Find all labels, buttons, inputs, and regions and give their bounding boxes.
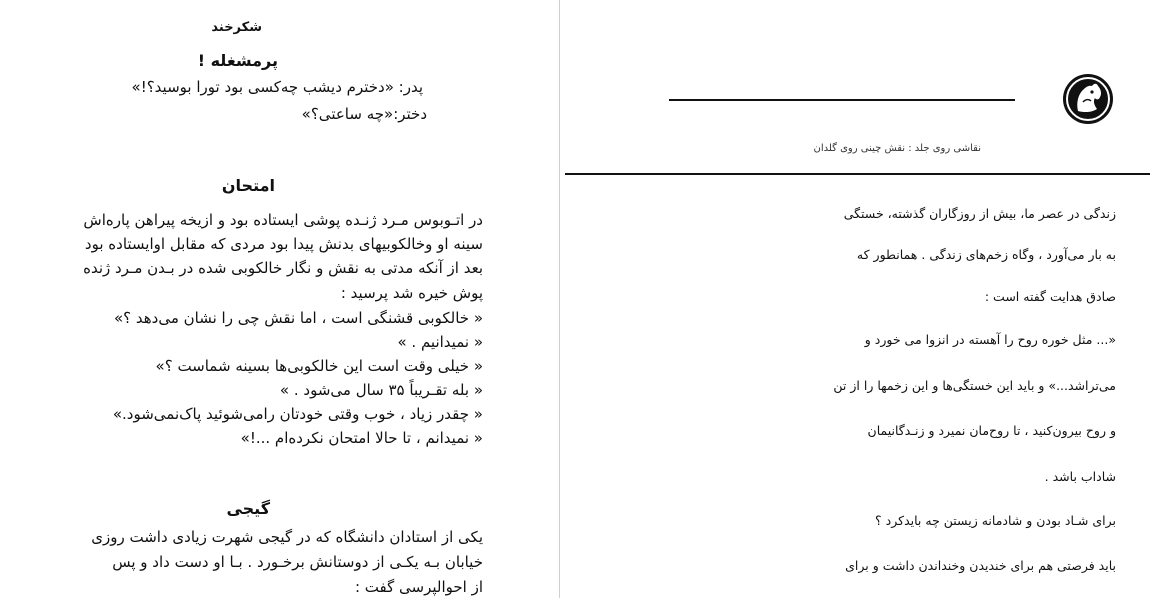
joke2-dialogue-line: « چقدر زیاد ، خوب وقتی خودتان رامی‌شوئید پاک‌نمی‌شود.» (112, 405, 483, 423)
left-page (0, 0, 560, 598)
body-line: شاداب باشد . (1044, 469, 1116, 484)
divider (669, 99, 1015, 101)
body-line: زندگی در عصر ما، بیش از روزگاران گذشته، خستگی (843, 206, 1116, 221)
joke2-dialogue-line: « بله تقـریباً ۳۵ سال می‌شود . » (279, 381, 483, 399)
horse-head-emblem-icon (1061, 72, 1115, 126)
body-line: می‌تراشد...» و باید این خستگی‌ها و این زخمها را از تن (833, 378, 1116, 393)
joke2-paragraph-line: بعد از آنکه مدتی به نقش و نگار خالکوبی شده در بـدن مـرد ژنده (83, 259, 483, 277)
joke3-paragraph-line: از احوالپرسی گفت : (354, 578, 483, 596)
body-line: باید فرصتی هم برای خندیدن وخنداندن داشت و برای (845, 558, 1116, 573)
book-spine (559, 0, 560, 598)
joke3-paragraph-line: خیابان بـه یکـی از دوستانش برخـورد . بـا او دست داد و پس (112, 553, 483, 571)
body-line: و روح بیرون‌کنید ، تا روح‌مان نمیرد و زنـدگانیمان (867, 423, 1116, 438)
joke1-line: دختر:«چه ساعتی؟» (301, 105, 427, 123)
page-header: شکرخند (211, 20, 262, 35)
joke2-dialogue-line: « خیلی وقت است این خالکوبی‌ها بسینه شماست ؟» (155, 357, 483, 375)
divider (565, 173, 1150, 175)
cover-caption: نقاشی روی جلد : نقش چینی روی گلدان (813, 143, 981, 154)
joke2-dialogue-line: « نمیدانم ، تا حالا امتحان نکرده‌ام ...!» (240, 429, 483, 447)
joke3-title: گیجی (226, 499, 270, 518)
joke1-title: پرمشغله ! (197, 51, 278, 70)
joke2-paragraph-line: در اتـوبوس مـرد ژنـده پوشی ایستاده بود و ازیخه پیراهن پاره‌اش (83, 211, 483, 229)
joke1-line: پدر: «دخترم دیشب چه‌کسی بود تورا بوسید؟!» (131, 78, 423, 96)
joke2-dialogue-line: « خالکوبی قشنگی است ، اما نقش چی را نشان می‌دهد ؟» (113, 309, 483, 327)
joke2-paragraph-line: سینه او وخالکوبیهای بدنش پیدا بود مردی که مقابل اوایستاده بود (84, 235, 483, 253)
body-line: برای شـاد بودن و شادمانه زیستن چه بایدکرد ؟ (875, 513, 1116, 528)
joke2-title: امتحان (221, 176, 275, 195)
body-line: صادق هدایت گفته است : (984, 289, 1116, 304)
right-page (561, 0, 1150, 598)
body-line: به بار می‌آورد ، وگاه زخم‌های زندگی . همانطور که (856, 247, 1116, 262)
joke2-dialogue-line: « نمیدانیم . » (397, 333, 483, 351)
joke3-paragraph-line: یکی از استادان دانشگاه که در گیجی شهرت زیادی داشت روزی (91, 528, 483, 546)
joke2-paragraph-line: پوش خیره شد پرسید : (340, 284, 483, 302)
body-line: «... مثل خوره روح را آهسته در انزوا می خورد و (864, 332, 1116, 347)
